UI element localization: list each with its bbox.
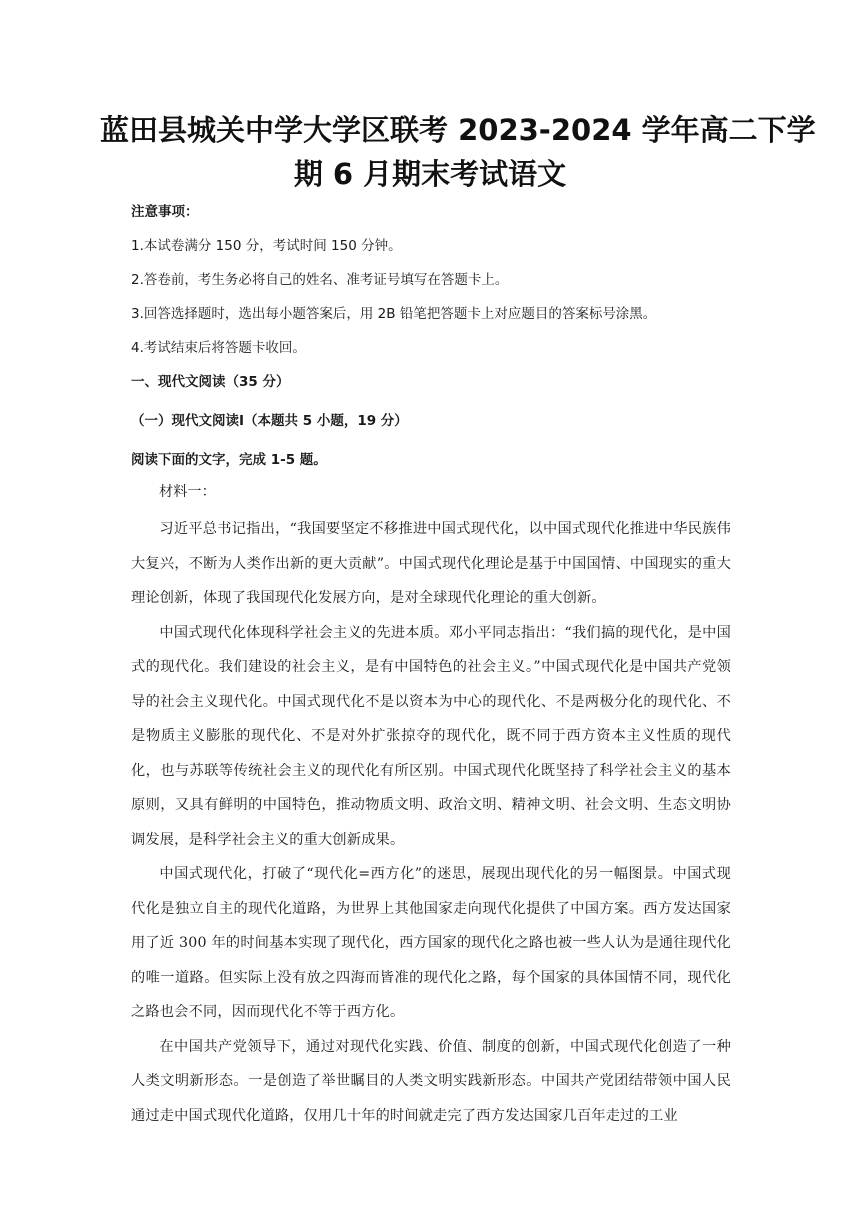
passage-paragraph: 在中国共产党领导下，通过对现代化实践、价值、制度的创新，中国式现代化创造了一种人类文明新形态。一是创造了举世瞩目的人类文明实践新形态。中国共产党团结带领中国人民通过走中国式现代化道路，仅用几十年的时间就走完了西方发达国家几百年走过的工业	[131, 1038, 731, 1124]
reading-passage	[131, 512, 731, 1133]
section-heading: 一、现代文阅读（35 分）	[131, 374, 290, 390]
notice-item-2: 2.答卷前，考生务必将自己的姓名、准考证号填写在答题卡上。	[131, 272, 509, 288]
reading-instruction: 阅读下面的文字，完成 1-5 题。	[131, 452, 327, 468]
passage-paragraph: 中国式现代化，打破了“现代化=西方化”的迷思，展现出现代化的另一幅图景。中国式现代化是独立自主的现代化道路，为世界上其他国家走向现代化提供了中国方案。西方发达国家用了近 300 年的时间基本实现了现代化，西方国家的现代化之路也被一些人认为是通往现代化的唯一道路。但实际上没有放之四海而皆准的现代化之路，每个国家的具体国情不同，现代化之路也会不同，因而现代化不等于西方化。	[131, 866, 731, 1020]
notice-item-1: 1.本试卷满分 150 分，考试时间 150 分钟。	[131, 238, 402, 254]
notice-item-4: 4.考试结束后将答题卡收回。	[131, 340, 306, 356]
notice-item-3: 3.回答选择题时，选出每小题答案后，用 2B 铅笔把答题卡上对应题目的答案标号涂黑。	[131, 306, 657, 322]
passage-paragraph: 习近平总书记指出，“我国要坚定不移推进中国式现代化，以中国式现代化推进中华民族伟大复兴，不断为人类作出新的更大贡献”。中国式现代化理论是基于中国国情、中国现实的重大理论创新，体现了我国现代化发展方向，是对全球现代化理论的重大创新。	[131, 521, 731, 606]
exam-title-line-2: 期 6 月期末考试语文	[293, 157, 567, 191]
notice-heading: 注意事项：	[131, 204, 199, 220]
section-subheading: （一）现代文阅读Ⅰ（本题共 5 小题，19 分）	[131, 413, 408, 429]
passage-paragraph: 中国式现代化体现科学社会主义的先进本质。邓小平同志指出：“我们搞的现代化，是中国式的现代化。我们建设的社会主义，是有中国特色的社会主义。”中国式现代化是中国共产党领导的社会主义现代化。中国式现代化不是以资本为中心的现代化、不是两极分化的现代化、不是物质主义膨胀的现代化、不是对外扩张掠夺的现代化，既不同于西方资本主义性质的现代化，也与苏联等传统社会主义的现代化有所区别。中国式现代化既坚持了科学社会主义的基本原则，又具有鲜明的中国特色，推动物质文明、政治文明、精神文明、社会文明、生态文明协调发展，是科学社会主义的重大创新成果。	[131, 624, 731, 848]
exam-title-line-1: 蓝田县城关中学大学区联考 2023-2024 学年高二下学	[100, 113, 816, 147]
material-label: 材料一：	[159, 484, 216, 500]
